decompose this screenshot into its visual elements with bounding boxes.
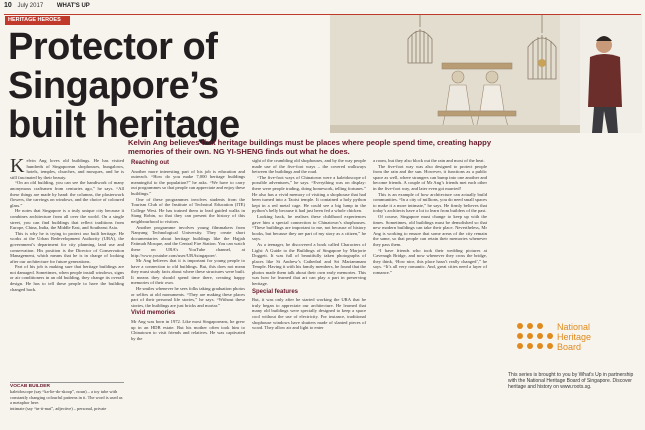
vocab-entry: intimate (say “in-ti-mat”, adjective) – personal, private	[10, 405, 107, 411]
nhb-dots-icon	[517, 323, 553, 349]
nhb-name-line: National	[557, 322, 591, 332]
paragraph: Part of his job is making sure that heritage buildings are not damaged. Sometimes, when people install windows, signs or air conditioners in an old building, they change its overall design. He has to tell these people to have the building changed back.	[10, 264, 124, 292]
nhb-logo-name	[557, 322, 627, 352]
headline	[8, 28, 308, 145]
paragraph: This is an example of how architecture can actually build communities. “In a city of millions, you do need small spaces to make it a more intimate,” he says. He firmly believes that today’s architects have a lot to learn from builders of the past.	[373, 191, 487, 214]
paragraph: Another programme involves young filmmakers from Nanyang Technological University. They create short documentaries about heritage buildings like the Hajjah Fatimah Mosque, and the Central Fire Station. You can watch these on URA’s YouTube channel, at http://www.youtube.com/user/URAsingapore/.	[131, 224, 245, 258]
paragraph: Of course, Singapore must change to keep up with the times. Sometimes, old buildings must be demolished so that new modern buildings can take their place. Nevertheless, Mr Ang is working to ensure that some areas of the city remain the same, so that people can retain their memories whenever they pass them.	[373, 213, 487, 247]
section-name: WHAT'S UP	[56, 3, 90, 9]
paragraph: He smiles whenever he sees folks taking graduation photos or selfies at old monuments. “They are making these places part of their personal life stories,” he says. “Without these stories, the buildings are just bricks and mortar.”	[131, 286, 245, 308]
article-column-4	[373, 158, 487, 275]
paragraph: a room, but they also block out the rain and most of the heat.	[373, 158, 485, 163]
paragraph: The five-foot way was also designed to protect people from the rain and the sun. However, it functions as a public space as well, where strangers can bump into one another and become friends. A couple of Mr Ang’s friends met each other in the five-foot way, and later even got married!	[373, 163, 487, 191]
nhb-name-line: Board	[557, 342, 582, 352]
page-number: 10	[4, 2, 12, 9]
headline-line-3: built heritage	[8, 104, 240, 146]
article-column-2	[131, 158, 245, 341]
subheading-reaching-out: Reaching out	[131, 160, 170, 166]
vocab-builder-box	[10, 382, 124, 411]
article-deck: Kelvin Ang believes that heritage buildings must be places where people spend time, creating happy memories of their own. NG YI-SHENG finds out what he does.	[128, 138, 492, 156]
paragraph: Looking back, he realises these childhood experiences gave him a special connection to Chinatown’s shophouses. “These buildings are important to me, not because of history books, but because they are part of my story as a citizen,” he says.	[252, 213, 366, 242]
drop-cap: K	[10, 155, 25, 177]
paragraph: As a teenager, he discovered a book called Characters of Light: A Guide to the Buildings of Singapore by Marjorie Doggett. It was full of beautifully taken photographs of places like St Andrew’s Cathedral and Sri Mariammam Temple. Having it with his family members, he found that the photos made them talk about their own early memories. This was how he learned that art can play a part in preserving heritage.	[252, 241, 366, 287]
paragraph: He notes that Singapore is a truly unique city because it combines architecture from all over the world. On a single street, you can find buildings that reflect traditions from Europe, China, India, the Middle East, and Southeast Asia.	[10, 208, 124, 231]
vocab-title: VOCAB BUILDER	[10, 384, 50, 389]
paragraph: elvin Ang loves old buildings. He has visited hundreds of Singaporean shophouses, bungalows, hotels, temples, churches, and mosques, and he is still fascinated by their beauty.	[10, 158, 124, 180]
sponsor-note: This series is brought to you by What’s Up in partnership with the National Heritage Board of Singapore. Discover heritage and history on www.roots.sg.	[508, 372, 634, 390]
paragraph: This is why he is trying to protect our built heritage. He works at the Urban Redevelopment Authority (URA), the government’s department for city planning, land use and conservation. His position is the Director of Conservation Management, which means that he is in charge of looking after our architecture for future generations.	[10, 230, 124, 264]
paragraph: Mr Ang believes that it is important for young people to have a connection to old buildings. But, this does not mean they must study facts about where these structures were built. It means they should spend time there, creating happy memories of their own.	[131, 258, 245, 286]
subheading-special-features: Special features	[252, 288, 299, 295]
vocab-entry: kaleidoscope (say “ka-lie-do-skoop”, noun) – a toy tube with constantly changing colourful patterns in it. The word is used as a metaphor here.	[10, 389, 123, 406]
man-kelvin-ang	[580, 15, 642, 133]
page-header	[4, 2, 641, 14]
paragraph: “I have friends who took their wedding pictures at Cavenagh Bridge, and now whenever they cross the bridge, they think, ‘How nice, this place hasn’t really changed’,” he says. “It’s all very romantic. And, great cities need a layer of romance.”	[373, 247, 487, 275]
issue-date: July 2017	[17, 3, 44, 9]
paragraph: Mr Ang was born in 1972. Like most Singaporeans, he grew up in an HDB estate. But his mother often took him to Chinatown to visit friends and relatives. He was captivated by the	[131, 319, 245, 341]
paragraph: But, it was only after he started working the URA that he truly began to appreciate our architecture. He learned that many old buildings were specially designed to keep a space cool without the use of electricity. For instance, traditional shophouse windows have shutters made of slanted pieces of wood. They allow air and light to enter	[252, 297, 366, 331]
photo-mural-with-man	[330, 15, 642, 133]
nhb-name-line: Heritage	[557, 332, 592, 342]
paragraph: Another more interesting part of his job is education and outreach. “How do you make 7,000 heritage buildings meaningful to the population?” he asks. “We have to carry out programmes so that people can appreciate and enjoy these buildings.”	[131, 168, 245, 196]
article-column-3	[252, 158, 366, 331]
headline-line-1: Protector of	[8, 26, 218, 68]
paragraph: “On an old building, you can see the handiwork of many anonymous craftsmen from centuries ago,” he says. “All these things are made by hand: the columns, the plasterwork flowers, the carvings on windows, and the choice of coloured glass.”	[10, 180, 124, 208]
section-kicker: HERITAGE HEROES	[5, 16, 70, 25]
paragraph: “The five-foot ways of Chinatown were a kaleidoscope of possible adventures,” he says. “Everything was on display: there were people trading, doing homework, telling fortunes.” He also has a vivid memory of visiting a shophouse that had been turned into a Taoist temple. It contained a holy python kept in a red metal cage. He could see a big lump in the python’s belly because it had just been fed a whole chicken.	[252, 174, 366, 214]
paragraph: One of these programmes involves students from the Tourism Club of the Institute of Technical Education (ITE) College West. He has trained them to lead guided walks in Siang Robin, so that they can present the history of this neighbourhood to visitors.	[131, 196, 245, 224]
paragraph: sight of the crumbling old shophouses, and by the way people made use of the five-foot ways – the covered walkways between the buildings and the road.	[252, 158, 366, 175]
headline-line-2: Singapore’s	[8, 65, 219, 107]
subheading-vivid-memories: Vivid memories	[131, 310, 176, 317]
article-column-1	[10, 155, 124, 292]
